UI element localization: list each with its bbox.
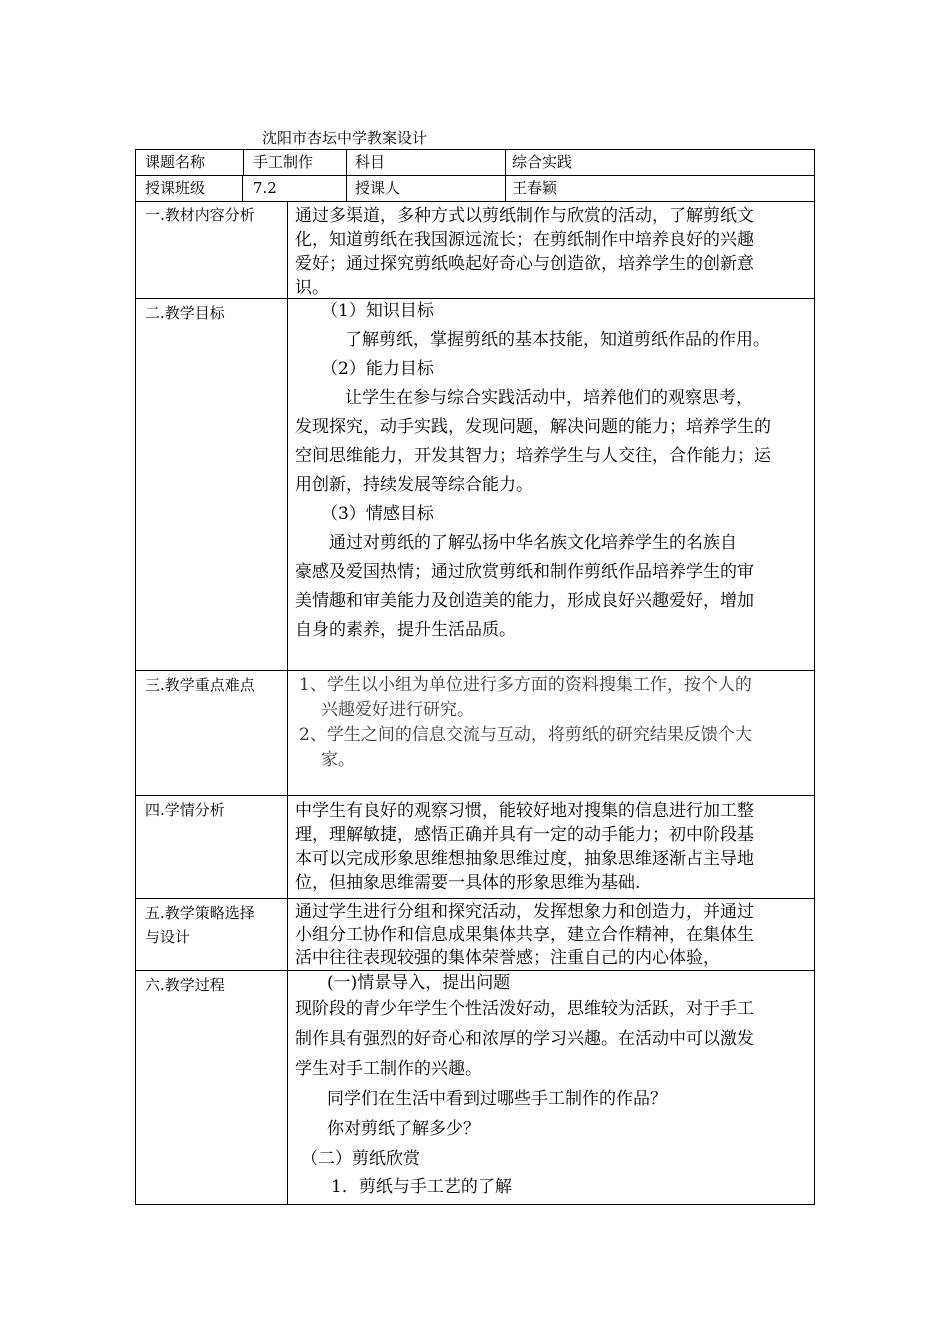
table-border: [346, 149, 347, 202]
teaching-goals-line: 美情趣和审美能力及创造美的能力，形成良好兴趣爱好，增加: [295, 591, 754, 611]
class-label: 授课班级: [145, 179, 206, 197]
teaching-process-line: (一)情景导入，提出问题: [327, 973, 511, 993]
key-points-line: 家。: [321, 750, 355, 770]
subject-value: 综合实践: [512, 153, 573, 171]
content-analysis-line: 爱好；通过探究剪纸唤起好奇心与创造欲，培养学生的创新意: [295, 254, 754, 274]
teaching-process-line: 制作具有强烈的好奇心和浓厚的学习兴趣。在活动中可以激发: [295, 1029, 754, 1049]
content-analysis-line: 通过多渠道，多种方式以剪纸制作与欣赏的活动，了解剪纸文: [295, 206, 754, 226]
key-points-line: 兴趣爱好进行研究。: [321, 700, 474, 720]
class-value: 7.2: [253, 179, 277, 197]
strategy-line: 活中往往表现较强的集体荣誉感；注重自己的内心体验，: [295, 948, 720, 968]
section-label-student-analysis: 四.学情分析: [145, 801, 225, 819]
teaching-goals-line: 让学生在参与综合实践活动中，培养他们的观察思考，: [345, 388, 753, 408]
student-analysis-line: 本可以完成形象思维想抽象思维过度，抽象思维逐渐占主导地: [295, 849, 754, 869]
table-border: [135, 149, 815, 150]
teaching-process-line: 1．剪纸与手工艺的了解: [331, 1177, 512, 1197]
teaching-goals-line: 通过对剪纸的了解弘扬中华名族文化培养学生的名族自: [329, 533, 737, 553]
teaching-process-line: 你对剪纸了解多少？: [327, 1119, 480, 1139]
table-border: [135, 149, 136, 1205]
table-border: [135, 175, 815, 176]
section-label-content-analysis: 一.教材内容分析: [145, 206, 255, 224]
teaching-process-line: （二）剪纸欣赏: [301, 1149, 420, 1169]
teacher-label: 授课人: [355, 179, 401, 197]
teaching-process-line: 学生对手工制作的兴趣。: [295, 1059, 482, 1079]
table-border: [287, 201, 288, 1205]
strategy-line: 小组分工协作和信息成果集体共享，建立合作精神，在集体生: [295, 925, 754, 945]
table-border: [505, 149, 506, 202]
teaching-goals-line: 用创新，持续发展等综合能力。: [295, 475, 533, 495]
course-name-value: 手工制作: [253, 153, 314, 171]
section-label-strategy-cont: 与设计: [145, 928, 191, 946]
teaching-goals-line: （2）能力目标: [321, 359, 434, 379]
teaching-process-line: 现阶段的青少年学生个性活泼好动，思维较为活跃，对于手工: [295, 999, 754, 1019]
section-label-strategy: 五.教学策略选择: [145, 904, 255, 922]
teaching-goals-line: 豪感及爱国热情；通过欣赏剪纸和制作剪纸作品培养学生的审: [295, 562, 754, 582]
section-label-key-points: 三.教学重点难点: [145, 676, 255, 694]
content-analysis-line: 识。: [295, 278, 329, 298]
teaching-goals-line: 了解剪纸，掌握剪纸的基本技能，知道剪纸作品的作用。: [345, 330, 770, 350]
key-points-line: 1、学生以小组为单位进行多方面的资料搜集工作，按个人的: [299, 675, 752, 695]
student-analysis-line: 位，但抽象思维需要一具体的形象思维为基础.: [295, 873, 641, 893]
lesson-plan-table: [135, 149, 815, 1205]
teaching-goals-line: 发现探究，动手实践，发现问题，解决问题的能力；培养学生的: [295, 417, 771, 437]
strategy-line: 通过学生进行分组和探究活动，发挥想象力和创造力，并通过: [295, 902, 754, 922]
student-analysis-line: 中学生有良好的观察习惯，能较好地对搜集的信息进行加工整: [295, 801, 754, 821]
content-analysis-line: 化，知道剪纸在我国源远流长；在剪纸制作中培养良好的兴趣: [295, 230, 754, 250]
section-label-teaching-process: 六.教学过程: [145, 976, 225, 994]
teaching-process-line: 同学们在生活中看到过哪些手工制作的作品？: [327, 1089, 667, 1109]
table-border: [814, 149, 815, 1205]
subject-label: 科目: [355, 153, 386, 171]
document-title: 沈阳市杏坛中学教案设计: [262, 129, 428, 147]
table-border: [135, 795, 815, 796]
section-label-teaching-goals: 二.教学目标: [145, 304, 225, 322]
teaching-goals-line: 空间思维能力，开发其智力；培养学生与人交往，合作能力；运: [295, 446, 771, 466]
teaching-goals-line: 自身的素养，提升生活品质。: [295, 620, 516, 640]
teaching-goals-line: （1）知识目标: [321, 301, 434, 321]
table-border: [135, 298, 815, 299]
course-name-label: 课题名称: [145, 153, 206, 171]
teacher-value: 王春颖: [512, 179, 558, 197]
table-border: [135, 1204, 815, 1205]
table-border: [243, 149, 244, 176]
table-border: [242, 175, 243, 202]
key-points-line: 2、学生之间的信息交流与互动，将剪纸的研究结果反馈个大: [299, 725, 752, 745]
student-analysis-line: 理，理解敏捷，感悟正确并具有一定的动手能力；初中阶段基: [295, 825, 754, 845]
teaching-goals-line: （3）情感目标: [321, 504, 434, 524]
